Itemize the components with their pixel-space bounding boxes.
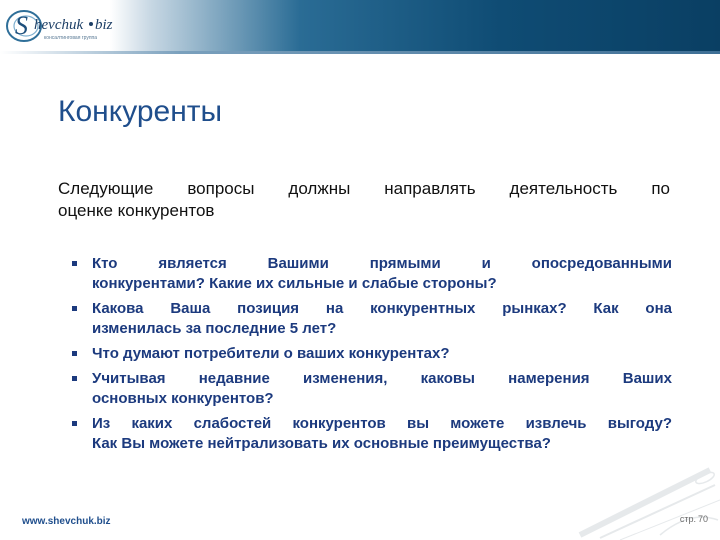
slide-title: Конкуренты: [58, 95, 223, 128]
header-divider: [0, 51, 720, 54]
list-item-line: Как Вы можете нейтрализовать их основные преимущества?: [92, 435, 551, 452]
list-item-line: Учитывая недавние изменения, каковы намерения Ваших: [92, 370, 672, 387]
page-number: [678, 514, 708, 524]
list-item-line: Что думают потребители о ваших конкурентах?: [92, 345, 450, 362]
list-item: [72, 369, 672, 409]
footer-website-link[interactable]: www.shevchuk.biz: [22, 516, 111, 527]
bullet-square-icon: [72, 306, 77, 311]
list-item: [72, 344, 672, 364]
intro-paragraph: [58, 178, 670, 222]
list-item-line: Из каких слабостей конкурентов вы можете извлечь выгоду?: [92, 415, 672, 432]
list-item: [72, 299, 672, 339]
shevchuk-logo[interactable]: [4, 6, 122, 46]
list-item-line: Какова Ваша позиция на конкурентных рынках? Как она: [92, 300, 672, 317]
page-label: стр.: [679, 514, 696, 524]
bullet-square-icon: [72, 376, 77, 381]
svg-text:S: S: [15, 11, 28, 40]
intro-line-1: Следующие вопросы должны направлять деятельность по: [58, 179, 670, 198]
svg-text:hevchuk: hevchuk: [34, 17, 84, 33]
bullet-square-icon: [72, 421, 77, 426]
list-item-line: Кто является Вашими прямыми и опосредованными: [92, 255, 672, 272]
list-item-line: конкурентами? Какие их сильные и слабые стороны?: [92, 275, 497, 292]
page-number-value: 70: [697, 514, 708, 524]
bullet-square-icon: [72, 261, 77, 266]
intro-line-2: оценке конкурентов: [58, 201, 215, 220]
list-item-line: изменилась за последние 5 лет?: [92, 320, 337, 337]
bullet-square-icon: [72, 351, 77, 356]
list-item-line: основных конкурентов?: [92, 390, 274, 407]
list-item: [72, 254, 672, 294]
svg-text:biz: biz: [95, 17, 113, 33]
questions-list: [72, 254, 672, 459]
svg-text:консалтинговая группа: консалтинговая группа: [44, 35, 98, 41]
